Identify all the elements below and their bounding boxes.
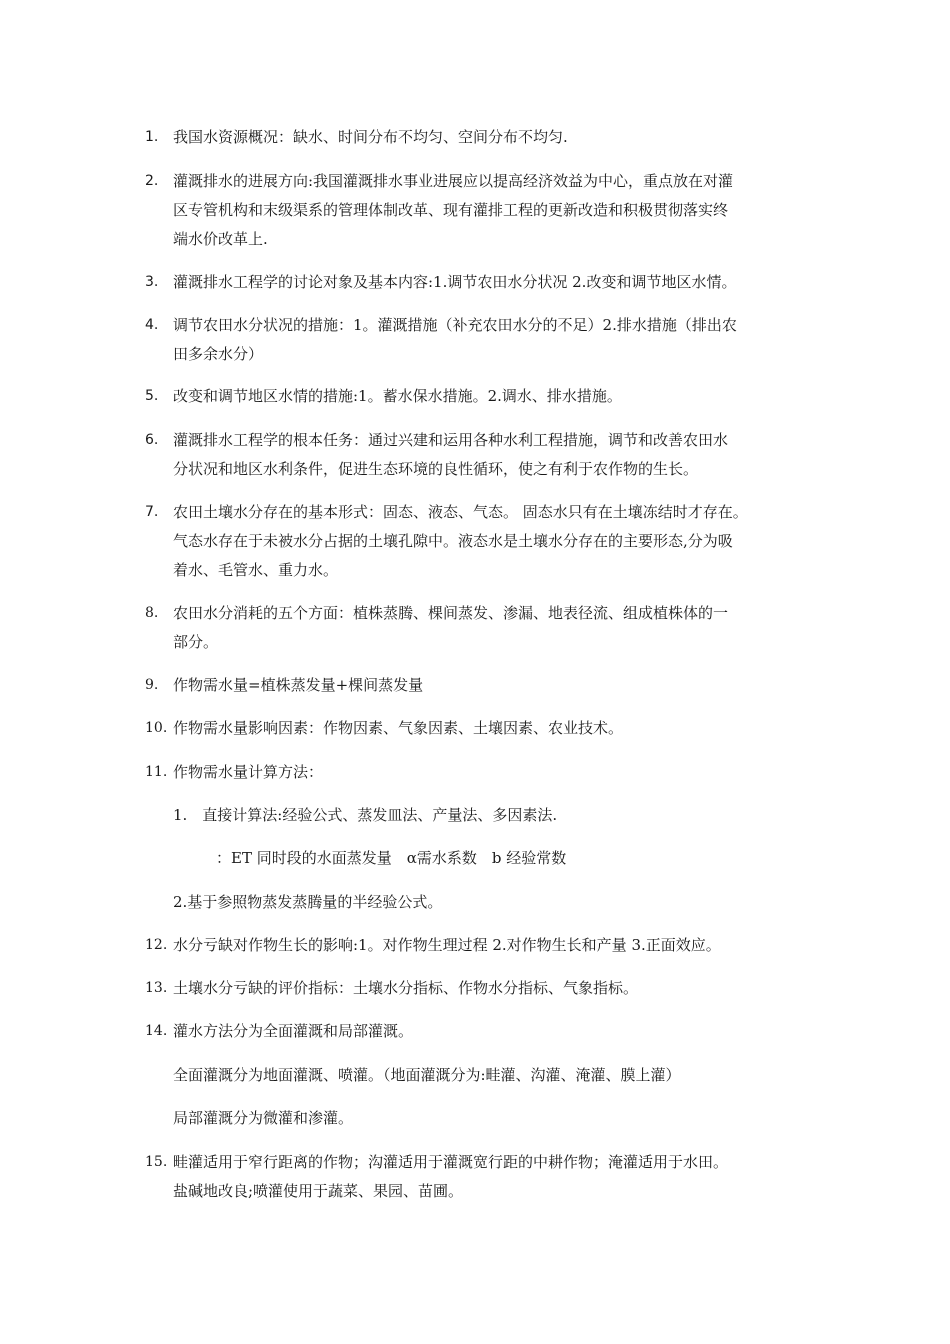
list-number: 2. xyxy=(145,173,159,189)
list-item-text: 盐碱地改良;喷灌使用于蔬菜、果园、苗圃。 xyxy=(173,1182,464,1200)
list-item-text: 端水价改革上. xyxy=(173,230,268,248)
list-item-text: 作物需水量计算方法： xyxy=(173,763,324,781)
list-item-text: 田多余水分） xyxy=(173,345,264,363)
list-number: 4. xyxy=(145,317,159,333)
list-number: 10. xyxy=(145,720,168,736)
sub-item-text: 局部灌溉分为微灌和渗灌。 xyxy=(173,1109,354,1127)
sub-item-text: 2.基于参照物蒸发蒸腾量的半经验公式。 xyxy=(173,893,443,911)
list-item-text: 分状况和地区水利条件，促进生态环境的良性循环，使之有利于农作物的生长。 xyxy=(173,460,699,478)
list-item-text: 灌水方法分为全面灌溉和局部灌溉。 xyxy=(173,1022,414,1040)
list-item-text: 改变和调节地区水情的措施:1。蓄水保水措施。2.调水、排水措施。 xyxy=(173,387,622,405)
list-item-text: 土壤水分亏缺的评价指标：土壤水分指标、作物水分指标、气象指标。 xyxy=(173,979,639,997)
sub-item-text: 1. 直接计算法:经验公式、蒸发皿法、产量法、多因素法. xyxy=(173,806,558,824)
list-number: 7. xyxy=(145,504,159,520)
sub-item-text: 全面灌溉分为地面灌溉、喷灌。（地面灌溉分为:畦灌、沟灌、淹灌、膜上灌） xyxy=(173,1066,681,1084)
list-item-text: 灌溉排水工程学的讨论对象及基本内容:1.调节农田水分状况 2.改变和调节地区水情。 xyxy=(173,273,737,291)
list-number: 1. xyxy=(145,129,159,145)
list-item-text: 着水、毛管水、重力水。 xyxy=(173,561,339,579)
list-number: 11. xyxy=(145,764,168,780)
list-item-text: 作物需水量影响因素：作物因素、气象因素、土壤因素、农业技术。 xyxy=(173,719,624,737)
formula-note: ：ET 同时段的水面蒸发量 α需水系数 b 经验常数 xyxy=(216,849,567,867)
list-number: 6. xyxy=(145,432,159,448)
list-number: 3. xyxy=(145,274,159,290)
list-number: 9. xyxy=(145,677,159,693)
list-item-text: 部分。 xyxy=(173,633,219,651)
list-number: 14. xyxy=(145,1023,168,1039)
list-item-text: 气态水存在于未被水分占据的土壤孔隙中。液态水是土壤水分存在的主要形态,分为吸 xyxy=(173,532,733,550)
list-number: 15. xyxy=(145,1154,168,1170)
list-number: 12. xyxy=(145,937,168,953)
list-number: 13. xyxy=(145,980,168,996)
list-item-text: 农田土壤水分存在的基本形式：固态、液态、气态。 固态水只有在土壤冻结时才存在。 xyxy=(173,503,748,521)
list-item-text: 畦灌适用于窄行距离的作物；沟灌适用于灌溉宽行距的中耕作物；淹灌适用于水田。 xyxy=(173,1153,729,1171)
list-item-text: 调节农田水分状况的措施：1。灌溉措施（补充农田水分的不足）2.排水措施（排出农 xyxy=(173,316,737,334)
list-item-text: 灌溉排水的进展方向:我国灌溉排水事业进展应以提高经济效益为中心，重点放在对灌 xyxy=(173,172,734,190)
list-item-text: 作物需水量=植株蒸发量+棵间蒸发量 xyxy=(173,676,424,694)
list-item-text: 灌溉排水工程学的根本任务：通过兴建和运用各种水利工程措施，调节和改善农田水 xyxy=(173,431,729,449)
list-item-text: 我国水资源概况：缺水、时间分布不均匀、空间分布不均匀. xyxy=(173,128,568,146)
list-item-text: 农田水分消耗的五个方面：植株蒸腾、棵间蒸发、渗漏、地表径流、组成植株体的一 xyxy=(173,604,729,622)
list-item-text: 水分亏缺对作物生长的影响:1。对作物生理过程 2.对作物生长和产量 3.正面效应。 xyxy=(173,936,721,954)
list-number: 5. xyxy=(145,388,159,404)
list-number: 8. xyxy=(145,605,159,621)
list-item-text: 区专管机构和末级渠系的管理体制改革、现有灌排工程的更新改造和积极贯彻落实终 xyxy=(173,201,729,219)
